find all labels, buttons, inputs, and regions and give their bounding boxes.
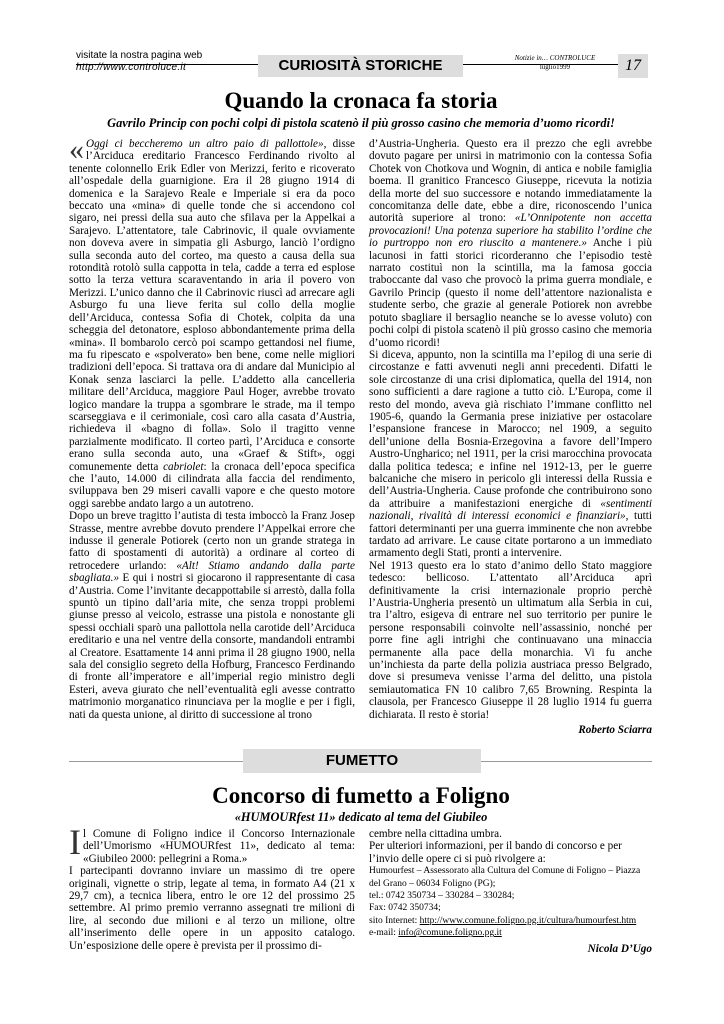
article-subtitle: Gavrilo Princip con pochi colpi di pistola scatenò il più grosso casino che memoria d’uomo ricordi! bbox=[107, 116, 615, 130]
drop-cap: I bbox=[69, 822, 81, 862]
article-title: Quando la cronaca fa storia bbox=[224, 88, 498, 113]
paragraph: cembre nella cittadina umbra. bbox=[369, 828, 502, 840]
article-column-2 bbox=[369, 138, 652, 737]
issue-date: luglio1999 bbox=[539, 63, 571, 71]
page-number: 17 bbox=[618, 54, 648, 78]
website-line: sito Internet: http://www.comune.foligno.pg.it/cultura/humourfest.htm bbox=[369, 915, 637, 926]
notizie-text: Notizie in… CONTROLUCE bbox=[514, 54, 596, 62]
paragraph: Si diceva, appunto, non la scintilla ma l’epilog di una serie di circostanze e fatti avvenuti negli anni precedenti. Difatti le sole circostanze di una crisi diplomatica, quella del 1914, non sono sufficienti a dare ragione a tutto ciò. L’Europa, come il resto del mondo, aveva già rischiato l’immane conflitto nel 1905-6, quando la Germania prese iniziative per ostacolare l’espansione francese in Marocco; nel 1909, a seguito dell’unione della Bosnia-Erzegovina a favore dell’Impero Austro-Ungharico; nel 1911, per la crisi marocchina provocata dalla politica tedesca; e infine nel 1912-13, per le guerre balcaniche che misero in pericolo gli interessi della Russia e dell’Austria-Ungheria. Cause profonde che contribuirono sono da attribuire a manifestazioni energiche di «sentimenti nazionali, rivalità di interessi economici e finanziari», tutti fattori determinanti per una guerra imminente che non avrebbe tardato ad arrivare. Le cause citate portarono a un immediato armamento degli Stati, pronti a intervenire. bbox=[369, 348, 652, 560]
open-quote-glyph: « bbox=[69, 133, 84, 166]
paragraph: I partecipanti dovranno inviare un massimo di tre opere originali, vignette o strip, legate al tema, in formato A4 (21 x 29,7 cm), a tecnica libera, entro le ore 12 del prossimo 25 settembre. Al primo premio verranno assegnati tre milioni di lire, al secondo due milioni e al terzo un milione, oltre all’inserimento delle opere in un apposito catalogo. Un’esposizione delle opere è prevista per il prossimo di- bbox=[69, 865, 355, 952]
header-left bbox=[76, 50, 202, 74]
article2-subtitle: «HUMOURfest 11» dedicato al tema del Giubileo bbox=[234, 810, 488, 824]
section-tab-fumetto: FUMETTO bbox=[243, 749, 481, 773]
section-tab: CURIOSITÀ STORICHE bbox=[258, 55, 463, 77]
author-signature: Roberto Sciarra bbox=[578, 724, 652, 737]
fax: Fax: 0742 350734; bbox=[369, 903, 441, 914]
article2-column-2 bbox=[369, 828, 652, 955]
telephone: tel.: 0742 350734 – 330284 – 330284; bbox=[369, 891, 515, 902]
paragraph: Dopo un breve tragitto l’autista di testa imboccò la Franz Josep Strasse, mentre avrebbe dovuto prendere l’Appelkai errore che indusse il generale Potiorek (certo non un grande stratega in fatto di spostamenti di autorità) a ordinare al corteo di retrocedere urlando: «Alt! Stiamo andando dalla parte sbagliata.» E qui i nostri si giocarono il rappresentante di casa d’Austria. Come l’invitante decappottabile si arrestò, dalla folla spuntò un tipino dall’aria mite, che senza troppi problemi giunse presso al veicolo, estrasse una pistola e nonostante gli spessi occhiali sparò una pallottola nella carotide dell’Arciduca ereditario e una nel ventre della consorte, mandandoli entrambi al Creatore. Esattamente 14 anni prima il 28 giugno 1900, nella sala del consiglio segreto della Hofburg, Francesco Ferdinando di fronte all’imperatore e all’imperial regio ministro degli Esteri, aveva giurato che nell’eventualità egli avesse contratto matrimonio morganatico rinunciava per la moglie e per i figli, nati da questa unione, al diritto di successione al trono bbox=[69, 510, 355, 721]
paragraph: « Oggi ci beccheremo un altro paio di pallottole», disse l’Arciduca ereditario Francesco Ferdinando rivolto al tenente colonnello Erik Edler von Merizzi, ferito e ricoverato all’ospedale della guarnigione. Era il 28 giugno 1914 di domenica e la Sarajevo Reale e Imperiale si era da poco beccato una «mina» di quelle tonde che si accendono col sigaro, nei pressi della sua auto che sfilava per la Appelkai a Sarajevo. L’attentatore, tale Cabrinovic, il quale ovviamente non doveva avere in simpatia gli Asburgo, lanciò l’ordigno sulla seconda auto del corteo, ma questo a causa della sua rotondità rotolò sulla cappotta in tela, cadde a terra ed esplose sotto la terza vettura scaraventando in aria il povero von Merizzi. L’unico danno che il Cabrinovic riuscì ad arrecare agli Asburgo fu una lieve ferita sul collo della moglie dell’Arciduca, contessa Sofia di Chotek, colpita da una scheggia del detonatore, esploso abbondantemente prima della «mina». Il bombarolo cercò poi scampo gettandosi nel fiume, ma fu ripescato e «spolverato» ben bene, come nelle migliori tradizioni dell’epoca. Si trattava ora di andare dal Municipio al Konak senza lasciarci la pelle. L’addetto alla cancelleria militare dell’Arciduca, maggiore Paul Hoger, avrebbe trovato logico mandare la truppa a sgombrare le strade, ma il tempo scarseggiava e il cerimoniale, così caro alla casata d’Austria, richiedeva il «bagno di folla». Solo il tragitto venne parzialmente modificato. Il corteo partì, l’Arciduca e consorte erano sulla seconda auto, una «Graef & Stift», oggi comunemente detta cabriolet: la cronaca dell’epoca specifica che l’auto, 14.000 di cilindrata alla faccia del rendimento, sviluppava ben 29 miseri cavalli vapore e che questo motore oggi sarebbe andato largo a un autotreno. bbox=[69, 133, 356, 510]
article-column-1 bbox=[69, 133, 356, 721]
article2-title: Concorso di fumetto a Foligno bbox=[212, 783, 510, 808]
paragraph: Nel 1913 questo era lo stato d’animo dello Stato maggiore tedesco: bellicoso. L’attentato all’Arciduca aprì definitivamente la crisi internazionale proprio perchè l’Austria-Ungheria presentò un ultimatum alla Serbia in cui, tra l’altro, esigeva di entrare nel suo territorio per punire le persone responsabili coinvolte nell’assassinio, nonché per porre fine agli intrighi che continuavano una minaccia permanente alla pace della monarchia. Vi fu anche un’inchiesta da parte della polizia austriaca presso Belgrado, dove si presumeva venisse l’arma del delitto, una pistola semiautomatica FN 10 calibro 7,65 Browning. Respinta la clausola, per Francesco Giuseppe il 28 luglio 1914 fu guerra dichiarata. Il resto è storia! bbox=[369, 559, 652, 721]
header-right bbox=[505, 54, 605, 72]
address: Humourfest – Assessorato alla Cultura del Comune di Foligno – Piazza del Grano – 06034 Foligno (PG); bbox=[369, 866, 641, 889]
email-line: e-mail: info@comune.foligno.pg.it bbox=[369, 928, 502, 939]
email-link[interactable]: info@comune.foligno.pg.it bbox=[398, 928, 502, 939]
visit-text: visitate la nostra pagina web bbox=[76, 50, 203, 61]
site-url[interactable]: http://www.controluce.it bbox=[76, 62, 187, 73]
quote-text: Oggi ci beccheremo un altro paio di pallottole» bbox=[86, 138, 324, 150]
website-link[interactable]: http://www.comune.foligno.pg.it/cultura/humourfest.htm bbox=[419, 915, 637, 926]
article2-column-1 bbox=[69, 822, 355, 952]
paragraph: Il Comune di Foligno indice il Concorso Internazionale dell’Umorismo «HUMOURfest 11», dedicato al tema: «Giubileo 2000: pellegrini a Roma.» bbox=[69, 822, 355, 865]
author-signature-2: Nicola D’Ugo bbox=[587, 942, 652, 955]
paragraph: Per ulteriori informazioni, per il bando di concorso e per l’invio delle opere ci si può rivolgere a: bbox=[369, 840, 622, 865]
paragraph: d’Austria-Ungheria. Questo era il prezzo che egli avrebbe dovuto pagare per unirsi in matrimonio con la contessa Sofia Chotek von Chotkova und Wognin, di antica e nobile famiglia boema. Il granitico Francesco Giuseppe, ricevuta la notizia della morte del suo successore e notando immediatamente la concomitanza delle date, ebbe a dire, riconoscendo l’unica autorità superiore al trono: «L’Onnipotente non accetta provocazioni! Una potenza superiore ha stabilito l’ordine che io purtroppo non ero riuscito a mantenere.» Anche i più lacunosi in fatti storici ricorderanno che l’episodio testè narrato costituì non la scintilla, ma la famosa goccia traboccante dal vaso che provocò la prima guerra mondiale, e Gavrilo Princip (questo il nome dell’attentore nazionalista e studente serbo, che grazie al generale Potiorek non avrebbe potuto sbagliare il bersaglio neanche se lo avesse voluto) con pochi colpi di pistola scatenò il più grosso casino che memoria d’uomo ricordi! bbox=[369, 138, 653, 349]
